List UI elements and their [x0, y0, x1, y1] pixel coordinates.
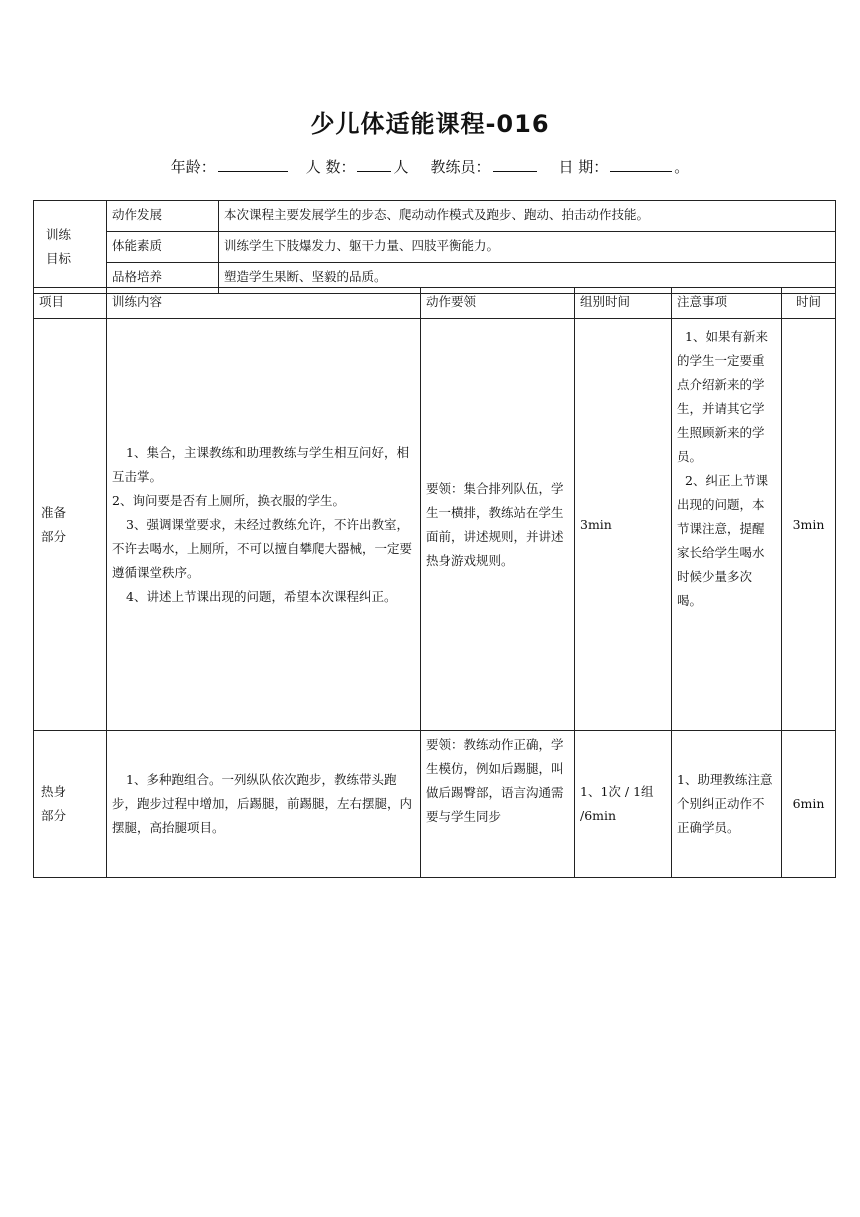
content-line: 2、询问要是否有上厕所，换衣服的学生。: [112, 492, 345, 508]
header-cell: 组别时间: [575, 288, 672, 319]
essentials-cell: 要领：教练动作正确，学生模仿，例如后踢腿，叫做后踢臀部，语言沟通需要与学生同步: [421, 731, 575, 878]
goal-text: 塑造学生果断、坚毅的品质。: [219, 263, 836, 294]
coach-blank: [493, 157, 537, 172]
group-time-cell: 1、1次 / 1组 /6min: [575, 731, 672, 878]
age-blank: [218, 157, 288, 172]
goal-label: 动作发展: [107, 201, 219, 232]
group-time-cell: 3min: [575, 319, 672, 731]
goals-section-label: 训练目标: [34, 201, 107, 294]
content-line: 3、强调课堂要求，未经过教练允许，不许出教室，不许去喝水，上厕所，不可以擅自攀爬大器械，一定要遵循课堂秩序。: [112, 516, 413, 580]
date-label: 日 期：: [558, 158, 609, 176]
lesson-plan-table: [33, 287, 836, 878]
course-meta-line: [0, 156, 860, 177]
content-cell: [107, 731, 421, 878]
time-cell: 3min: [782, 319, 836, 731]
goal-label: 体能素质: [107, 232, 219, 263]
header-cell: 训练内容: [107, 288, 421, 319]
notes-cell: [672, 319, 782, 731]
count-unit: 人: [393, 158, 409, 176]
goal-text: 训练学生下肢爆发力、躯干力量、四肢平衡能力。: [219, 232, 836, 263]
header-cell: 时间: [782, 288, 836, 319]
header-cell: 注意事项: [672, 288, 782, 319]
content-cell: [107, 319, 421, 731]
content-line: 1、集合，主课教练和助理教练与学生相互问好，相互击掌。: [112, 444, 409, 484]
training-goals-table: [33, 200, 836, 294]
date-end: 。: [674, 158, 690, 176]
essentials-cell: 要领：集合排列队伍，学生一横排，教练站在学生面前，讲述规则，并讲述热身游戏规则。: [421, 319, 575, 731]
count-label: 人 数：: [305, 158, 356, 176]
page-title: 少儿体适能课程-016: [310, 110, 550, 138]
table-header-row: [34, 288, 836, 319]
date-blank: [610, 157, 672, 172]
note-line: 1、助理教练注意个别纠正动作不正确学员。: [677, 772, 773, 835]
coach-label: 教练员：: [430, 158, 491, 176]
content-line: 4、讲述上节课出现的问题，希望本次课程纠正。: [126, 588, 397, 604]
goal-text: 本次课程主要发展学生的步态、爬动动作模式及跑步、跑动、拍击动作技能。: [219, 201, 836, 232]
table-row: [34, 319, 836, 731]
header-cell: 动作要领: [421, 288, 575, 319]
note-line: 2、纠正上节课出现的问题，本节课注意，提醒家长给学生喝水时候少量多次喝。: [677, 473, 768, 608]
section-cell: 准备部分: [34, 319, 107, 731]
header-cell: 项目: [34, 288, 107, 319]
table-row: [34, 731, 836, 878]
note-line: 1、如果有新来的学生一定要重点介绍新来的学生，并请其它学生照顾新来的学员。: [677, 329, 768, 464]
count-blank: [357, 157, 391, 172]
section-cell: 热身部分: [34, 731, 107, 878]
notes-cell: [672, 731, 782, 878]
age-label: 年龄：: [170, 158, 216, 176]
goal-label: 品格培养: [107, 263, 219, 294]
content-line: 1、多种跑组合。一列纵队依次跑步，教练带头跑步，跑步过程中增加，后踢腿，前踢腿，左右摆腿，内摆腿，高抬腿项目。: [112, 772, 413, 835]
time-cell: 6min: [782, 731, 836, 878]
